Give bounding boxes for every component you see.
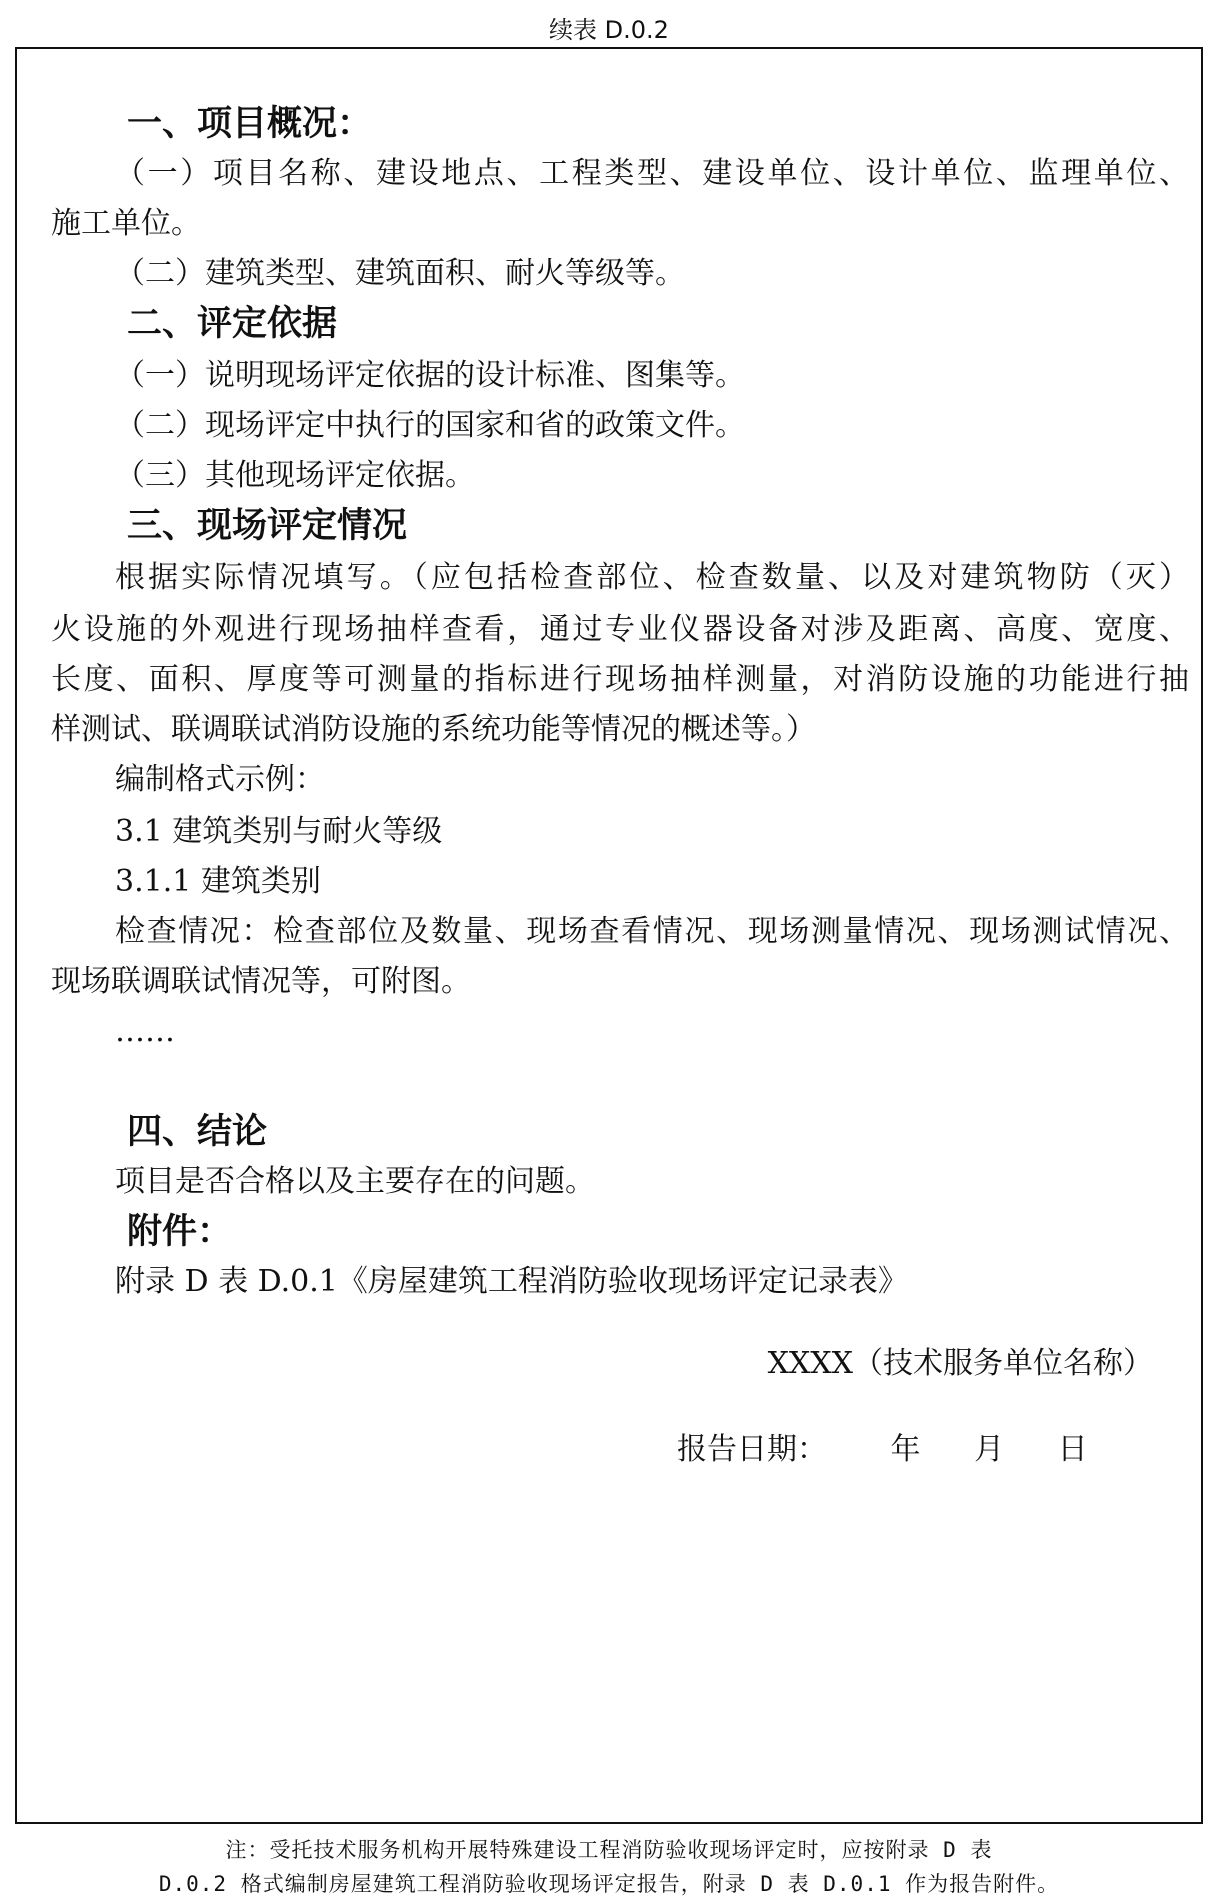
section-1-line-3: （二）建筑类型、建筑面积、耐火等级等。 [115, 256, 685, 291]
section-4-title: 四、结论 [127, 1112, 268, 1152]
check-line-1: 检查情况：检查部位及数量、现场查看情况、现场测量情况、现场测试情况、 [115, 914, 1189, 949]
ellipsis: …… [115, 1014, 175, 1049]
attachment-line-1: 附录 D 表 D.0.1《房屋建筑工程消防验收现场评定记录表》 [115, 1264, 908, 1299]
report-frame [15, 47, 1203, 1824]
section-3-line-4: 样测试、联调联试消防设施的系统功能等情况的概述等。） [51, 712, 816, 747]
section-4-line-1: 项目是否合格以及主要存在的问题。 [115, 1164, 595, 1199]
note-line-1: 注：受托技术服务机构开展特殊建设工程消防验收现场评定时，应按附录 D 表 [225, 1838, 993, 1862]
subsection-3-1: 3.1 建筑类别与耐火等级 [115, 814, 443, 849]
section-3-title: 三、现场评定情况 [127, 506, 408, 546]
note-line-2: D.0.2 格式编制房屋建筑工程消防验收现场评定报告，附录 D 表 D.0.1 作为报告附件。 [158, 1872, 1060, 1896]
section-2-title: 二、评定依据 [127, 304, 338, 344]
check-line-2: 现场联调联试情况等，可附图。 [51, 964, 471, 999]
section-2-line-1: （一）说明现场评定依据的设计标准、图集等。 [115, 358, 745, 393]
attachment-title: 附件： [127, 1212, 233, 1252]
section-2-line-3: （三）其他现场评定依据。 [115, 458, 475, 493]
section-3-line-3: 长度、面积、厚度等可测量的指标进行现场抽样测量，对消防设施的功能进行抽 [51, 662, 1189, 697]
report-date-label: 报告日期： [677, 1432, 827, 1467]
section-3-line-1: 根据实际情况填写。（应包括检查部位、检查数量、以及对建筑物防（灭） [115, 560, 1189, 595]
section-1-title: 一、项目概况： [127, 104, 373, 144]
table-caption: 续表 D.0.2 [549, 16, 669, 44]
report-date-year: 年 [890, 1432, 921, 1467]
report-date [677, 1419, 1189, 1481]
subsection-3-1-1: 3.1.1 建筑类别 [115, 864, 321, 899]
report-date-day: 日 [1057, 1432, 1088, 1467]
format-example-label: 编制格式示例： [115, 762, 325, 797]
section-1-line-2: 施工单位。 [51, 206, 201, 241]
section-2-line-2: （二）现场评定中执行的国家和省的政策文件。 [115, 408, 745, 443]
organization-name: XXXX（技术服务单位名称） [767, 1346, 1153, 1381]
section-1-line-1: （一）项目名称、建设地点、工程类型、建设单位、设计单位、监理单位、 [115, 156, 1189, 191]
section-3-line-2: 火设施的外观进行现场抽样查看，通过专业仪器设备对涉及距离、高度、宽度、 [51, 612, 1189, 647]
report-date-month: 月 [974, 1432, 1005, 1467]
